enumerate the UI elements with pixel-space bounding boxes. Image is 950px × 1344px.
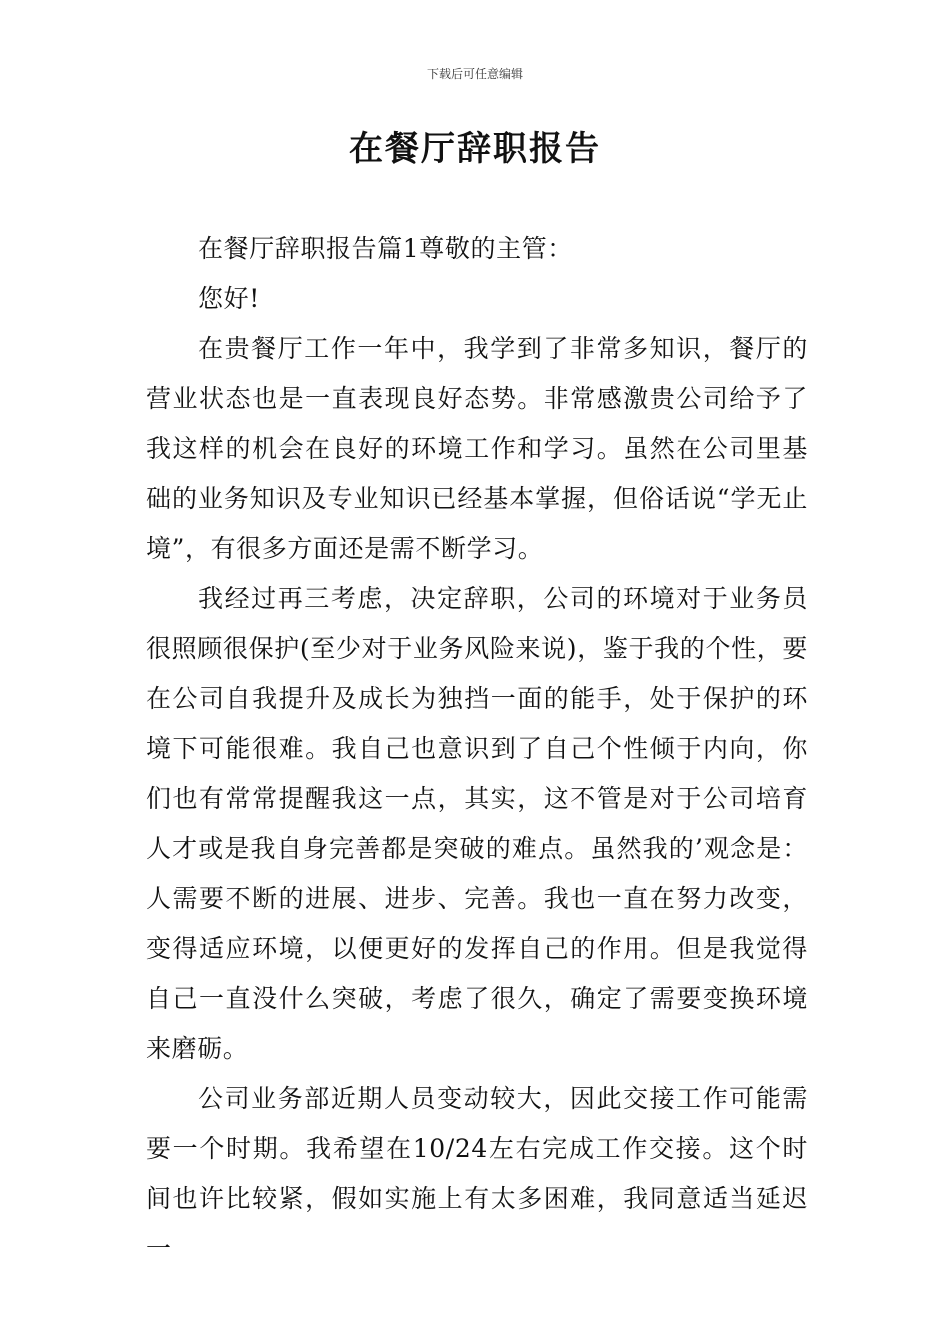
- document-body: [146, 224, 808, 1274]
- header-note: 下载后可任意编辑: [426, 67, 523, 81]
- paragraph-greeting: 您好!: [198, 284, 260, 313]
- paragraph-salutation: 在餐厅辞职报告篇1尊敬的主管：: [198, 234, 573, 263]
- document-title: 在餐厅辞职报告: [349, 129, 601, 169]
- paragraph-gratitude: 在贵餐厅工作一年中，我学到了非常多知识，餐厅的营业状态也是一直表现良好态势。非常感激贵公司给予了我这样的机会在良好的环境工作和学习。虽然在公司里基础的业务知识及专业知识已经基本掌握，但俗话说“学无止境”，有很多方面还是需不断学习。: [146, 334, 808, 563]
- paragraph-reason: 我经过再三考虑，决定辞职，公司的环境对于业务员很照顾很保护(至少对于业务风险来说)，鉴于我的个性，要在公司自我提升及成长为独挡一面的能手，处于保护的环境下可能很难。我自己也意识到了自己个性倾于内向，你们也有常常提醒我这一点，其实，这不管是对于公司培育人才或是我自身完善都是突破的难点。虽然我的’观念是：人需要不断的进展、进步、完善。我也一直在努力改变，变得适应环境，以便更好的发挥自己的作用。但是我觉得自己一直没什么突破，考虑了很久，确定了需要变换环境来磨砺。: [146, 584, 808, 1063]
- paragraph-handover: 公司业务部近期人员变动较大，因此交接工作可能需要一个时期。我希望在10/24左右完成工作交接。这个时间也许比较紧，假如实施上有太多困难，我同意适当延迟一: [146, 1084, 808, 1263]
